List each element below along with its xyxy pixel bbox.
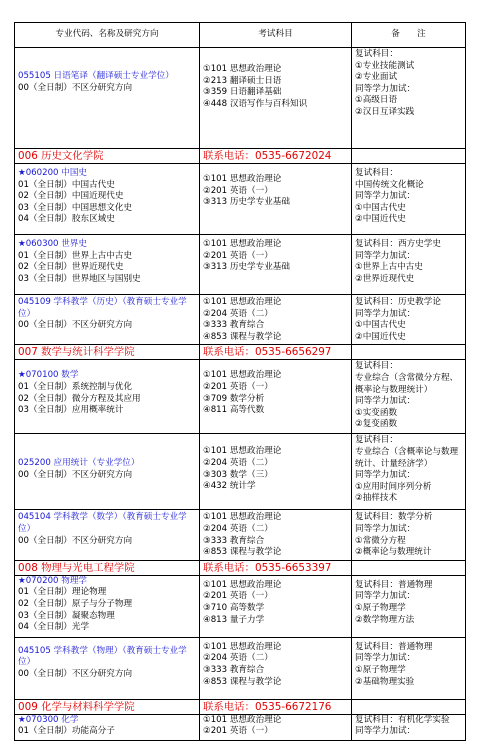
direction: 02（全日制）世界近现代史 xyxy=(18,262,124,273)
department-phone: 联系电话：0535-6672024 xyxy=(200,149,352,164)
remark: 复试科目：普通物理 xyxy=(355,641,433,652)
program-title: 025200 应用统计（专业学位） xyxy=(18,458,140,469)
department-name: 006 历史文化学院 xyxy=(15,149,200,164)
program-cell xyxy=(15,164,200,235)
remark: 专业综合（含常微分方程、概率论与数理统计） xyxy=(355,372,459,395)
subject: ③710 高等数学 xyxy=(203,602,265,613)
direction: 03（全日制）世界地区与国别史 xyxy=(18,273,141,284)
remark: ①原子物理学 xyxy=(355,602,406,613)
remark: 同等学力加试： xyxy=(355,726,416,737)
remark: ①实变函数 xyxy=(355,407,398,418)
table-header-row xyxy=(15,23,466,48)
department-phone: 联系电话：0535-6656297 xyxy=(200,345,352,360)
subject: ④813 量子力学 xyxy=(203,614,265,625)
program-cell xyxy=(15,714,200,740)
remark: ①中国古代史 xyxy=(355,320,406,331)
program-cell xyxy=(15,295,200,345)
header-program: 专业代码、名称及研究方向 xyxy=(15,23,200,48)
remark: ①常微分方程 xyxy=(355,535,406,546)
remark: ①专业技能测试 xyxy=(355,60,415,71)
remark: ②专业面试 xyxy=(355,72,398,83)
subject: ③313 历史学专业基础 xyxy=(203,197,290,208)
remark: 复试科目： xyxy=(355,168,398,178)
direction: 03（全日制）应用概率统计 xyxy=(18,405,124,416)
direction: 04（全日制）胶东区域史 xyxy=(18,214,115,225)
subject: ②201 英语（一） xyxy=(203,726,273,737)
remarks-cell xyxy=(352,295,466,345)
subject: ④811 高等代数 xyxy=(203,405,265,416)
remark: 同等学力加试： xyxy=(355,653,416,664)
remark: 中国传统文化概论 xyxy=(355,179,424,190)
subject: ③303 数学（三） xyxy=(203,469,273,480)
subject: ③333 教育综合 xyxy=(203,535,265,546)
subjects-cell xyxy=(200,164,352,235)
direction: 03（全日制）凝聚态物理 xyxy=(18,610,115,621)
department-row xyxy=(15,149,466,164)
remark: 复试科目：有机化学实验 xyxy=(355,714,450,725)
subject: ③359 日语翻译基础 xyxy=(203,87,282,98)
remark: 同等学力加试： xyxy=(355,250,416,261)
subject: ①101 思想政治理论 xyxy=(203,714,282,725)
remark: ②复变函数 xyxy=(355,419,398,430)
remark: ①高级日语 xyxy=(355,95,398,106)
remark: 复试科目：数学分析 xyxy=(355,512,433,523)
program-row xyxy=(15,510,466,560)
subjects-cell xyxy=(200,714,352,740)
department-row xyxy=(15,699,466,714)
department-row xyxy=(15,345,466,360)
subjects-cell xyxy=(200,48,352,149)
subjects-cell xyxy=(200,295,352,345)
subject: ④853 课程与教学论 xyxy=(203,331,282,342)
subject: ③333 教育综合 xyxy=(203,664,265,675)
remark: ②世界近现代史 xyxy=(355,273,415,284)
department-phone: 联系电话：0535-6653397 xyxy=(200,560,352,575)
department-blank xyxy=(352,345,466,360)
subject: ①101 思想政治理论 xyxy=(203,174,282,184)
program-cell xyxy=(15,434,200,510)
direction: 00（全日制）不区分研究方向 xyxy=(18,668,133,679)
remark: 复试科目： xyxy=(355,49,398,59)
remark: 同等学力加试： xyxy=(355,396,416,407)
remark: ②中国近代史 xyxy=(355,214,406,225)
subject: ②201 英语（一） xyxy=(203,591,273,602)
direction: 02（全日制）原子与分子物理 xyxy=(18,598,133,609)
program-title: 045105 学科教学（物理）（教育硕士专业学位） xyxy=(18,645,187,668)
program-cell xyxy=(15,235,200,295)
direction: 00（全日制）不区分研究方向 xyxy=(18,469,133,480)
remark: 同等学力加试： xyxy=(355,470,416,481)
remark: ①应用时间序列分析 xyxy=(355,481,432,492)
subject: ③709 数学分析 xyxy=(203,393,265,404)
remark: ②抽样技术 xyxy=(355,493,398,504)
remark: 专业综合（含概率论与数理统计、计量经济学） xyxy=(355,446,459,469)
subject: ④853 课程与教学论 xyxy=(203,676,282,687)
subjects-cell xyxy=(200,360,352,434)
subjects-cell xyxy=(200,434,352,510)
program-row xyxy=(15,637,466,699)
remark: ②概率论与数理统计 xyxy=(355,547,432,558)
remark: 复试科目： xyxy=(355,361,398,372)
subject: ①101 思想政治理论 xyxy=(203,446,282,457)
remark: ②基础物理实验 xyxy=(355,676,415,687)
direction: 01（全日制）理论物理 xyxy=(18,587,107,598)
remark: 复试科目：西方史学史 xyxy=(355,239,441,249)
program-row xyxy=(15,434,466,510)
remark: ②汉日互译实践 xyxy=(355,106,415,117)
program-title: ★070100 数学 xyxy=(18,370,79,381)
subject: ②204 英语（二） xyxy=(203,457,273,468)
header-exam-subjects: 考试科目 xyxy=(200,23,352,48)
remark: 同等学力加试： xyxy=(355,591,416,602)
remark: ①原子物理学 xyxy=(355,664,406,675)
subject: ④853 课程与教学论 xyxy=(203,547,282,558)
direction: 01（全日制）世界上古中古史 xyxy=(18,250,133,261)
subjects-cell xyxy=(200,637,352,699)
subject: ②201 英语（一） xyxy=(203,185,273,196)
remark: ①世界上古中古史 xyxy=(355,262,423,273)
program-table xyxy=(14,22,466,741)
remark: 复试科目： xyxy=(355,435,398,446)
remark: ①中国古代史 xyxy=(355,202,406,213)
department-blank xyxy=(352,149,466,164)
program-title: ★060300 世界史 xyxy=(18,239,88,249)
subject: ③333 教育综合 xyxy=(203,320,265,331)
remark: 同等学力加试： xyxy=(355,83,416,94)
program-title: 045104 学科教学（数学）（教育硕士专业学位） xyxy=(18,512,187,534)
header-remarks: 备 注 xyxy=(352,23,466,48)
direction: 01（全日制）功能高分子 xyxy=(18,726,115,737)
direction: 01（全日制）系统控制与优化 xyxy=(18,381,133,392)
program-title: 045109 学科教学（历史）（教育硕士专业学位） xyxy=(18,297,187,319)
program-row xyxy=(15,295,466,345)
remark: 同等学力加试： xyxy=(355,308,416,319)
catalog-page xyxy=(14,22,465,741)
remarks-cell xyxy=(352,48,466,149)
remarks-cell xyxy=(352,235,466,295)
remark: 同等学力加试： xyxy=(355,523,416,534)
subject: ②204 英语（二） xyxy=(203,653,273,664)
subjects-cell xyxy=(200,510,352,560)
department-name: 009 化学与材料科学学院 xyxy=(15,699,200,714)
subject: ①101 思想政治理论 xyxy=(203,297,282,307)
program-cell xyxy=(15,637,200,699)
subject: ①101 思想政治理论 xyxy=(203,64,282,74)
subject: ②204 英语（二） xyxy=(203,308,273,319)
remarks-cell xyxy=(352,575,466,637)
remark: 同等学力加试： xyxy=(355,191,416,202)
subject: ②201 英语（一） xyxy=(203,250,273,261)
program-row xyxy=(15,714,466,740)
remarks-cell xyxy=(352,714,466,740)
direction: 04（全日制）光学 xyxy=(18,622,90,633)
subject: ①101 思想政治理论 xyxy=(203,239,282,249)
direction: 00（全日制）不区分研究方向 xyxy=(18,320,133,331)
department-row xyxy=(15,560,466,575)
remark: 复试科目：普通物理 xyxy=(355,579,433,590)
program-cell xyxy=(15,360,200,434)
program-row xyxy=(15,575,466,637)
subject: ①101 思想政治理论 xyxy=(203,370,282,381)
direction: 03（全日制）中国思想文化史 xyxy=(18,202,133,213)
remark: ②中国近代史 xyxy=(355,331,406,342)
remark: ②数学物理方法 xyxy=(355,614,415,625)
program-title: 055105 日语笔译（翻译硕士专业学位） xyxy=(18,71,174,81)
department-name: 008 物理与光电工程学院 xyxy=(15,560,200,575)
remarks-cell xyxy=(352,510,466,560)
subjects-cell xyxy=(200,235,352,295)
subject: ④432 统计学 xyxy=(203,481,256,492)
direction: 02（全日制）微分方程及其应用 xyxy=(18,393,141,404)
subject: ④448 汉语写作与百科知识 xyxy=(203,98,308,109)
subject: ②204 英语（二） xyxy=(203,523,273,534)
direction: 00（全日制）不区分研究方向 xyxy=(18,82,133,93)
direction: 02（全日制）中国近现代史 xyxy=(18,191,124,202)
subjects-cell xyxy=(200,575,352,637)
department-name: 007 数学与统计科学学院 xyxy=(15,345,200,360)
subject: ①101 思想政治理论 xyxy=(203,579,282,590)
subject: ③313 历史学专业基础 xyxy=(203,262,290,273)
program-cell xyxy=(15,48,200,149)
department-phone: 联系电话：0535-6672176 xyxy=(200,699,352,714)
subject: ②213 翻译硕士日语 xyxy=(203,75,282,86)
program-cell xyxy=(15,510,200,560)
remarks-cell xyxy=(352,360,466,434)
remarks-cell xyxy=(352,434,466,510)
program-title: ★060200 中国史 xyxy=(18,168,88,178)
remarks-cell xyxy=(352,164,466,235)
department-blank xyxy=(352,699,466,714)
remarks-cell xyxy=(352,637,466,699)
subject: ①101 思想政治理论 xyxy=(203,641,282,652)
remark: 复试科目：历史教学论 xyxy=(355,297,441,307)
program-title: ★070200 物理学 xyxy=(18,575,88,586)
program-cell xyxy=(15,575,200,637)
direction: 01（全日制）中国古代史 xyxy=(18,179,115,190)
department-blank xyxy=(352,560,466,575)
program-title: ★070300 化学 xyxy=(18,714,79,725)
direction: 00（全日制）不区分研究方向 xyxy=(18,535,133,546)
subject: ②201 英语（一） xyxy=(203,381,273,392)
program-row xyxy=(15,235,466,295)
subject: ①101 思想政治理论 xyxy=(203,512,282,523)
program-row xyxy=(15,48,466,149)
program-row xyxy=(15,164,466,235)
program-row xyxy=(15,360,466,434)
